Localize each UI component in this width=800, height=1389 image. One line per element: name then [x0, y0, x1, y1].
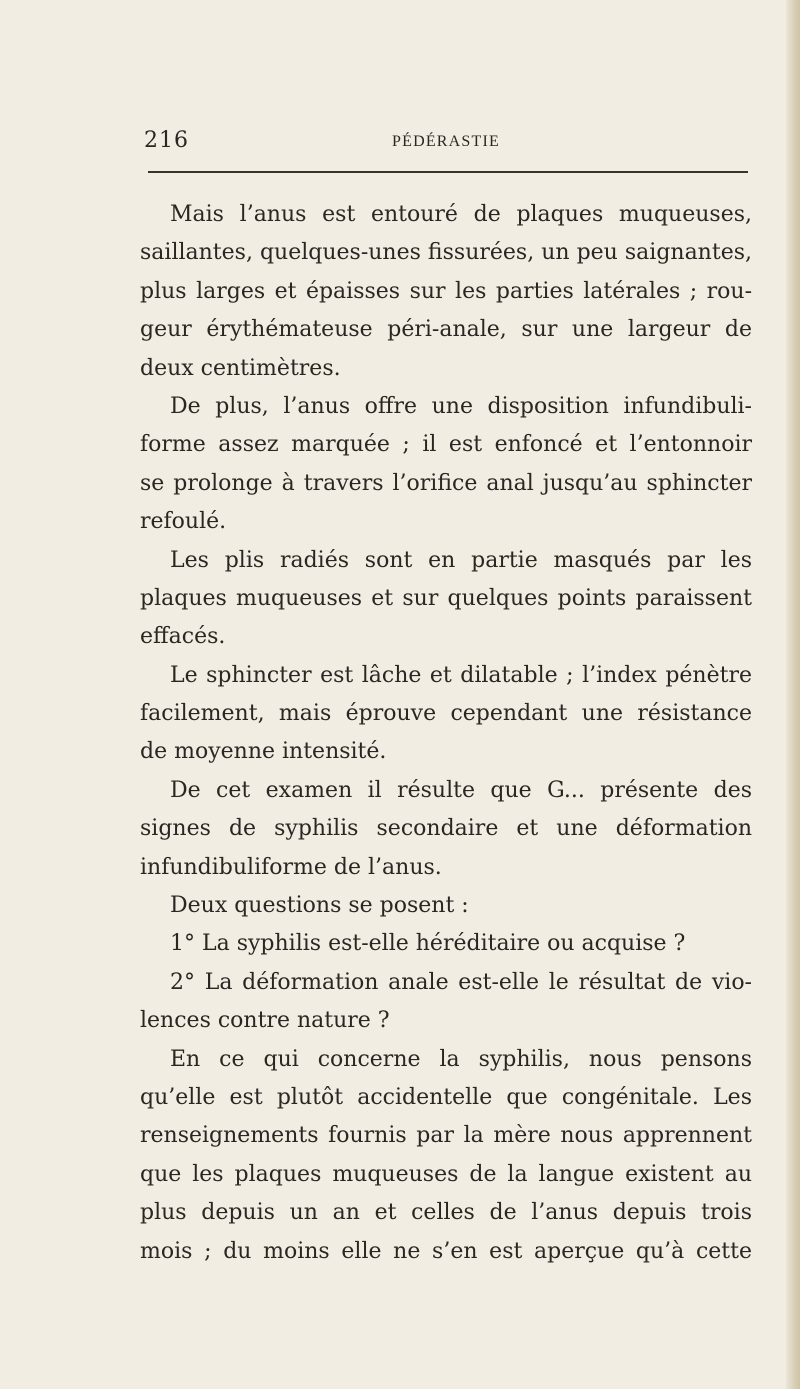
text-line: Le sphincter est lâche et dilatable ; l’index pénètre [170, 662, 752, 688]
text-line: mois ; du moins elle ne s’en est aperçue qu’à cette [140, 1238, 752, 1264]
text-line: Mais l’anus est entouré de plaques muqueuses, [170, 202, 752, 227]
book-page [140, 0, 752, 1389]
body-text [140, 196, 752, 1271]
text-line: saillantes, quelques-unes fissurées, un peu saignantes, [140, 240, 752, 266]
text-line: lences contre nature ? [140, 1008, 390, 1034]
text-line: plaques muqueuses et sur quelques points paraissent [140, 585, 752, 611]
text-line: effacés. [140, 624, 226, 650]
text-line: plus larges et épaisses sur les parties latérales ; rou- [140, 278, 752, 304]
page-number: 216 [144, 128, 189, 153]
text-line: signes de syphilis secondaire et une déformation [140, 816, 752, 842]
running-title: PÉDÉRASTIE [392, 133, 500, 150]
text-line: geur érythémateuse péri-anale, sur une largeur de [140, 317, 752, 343]
text-line: 1° La syphilis est-elle héréditaire ou acquise ? [170, 931, 686, 957]
text-line: infundibuliforme de l’anus. [140, 854, 442, 880]
text-line: se prolonge à travers l’orifice anal jusqu’au sphincter [140, 470, 752, 496]
text-line: Les plis radiés sont en partie masqués par les [170, 547, 752, 573]
header-rule [148, 171, 748, 173]
page-edge [786, 0, 800, 1389]
text-line: Deux questions se posent : [170, 893, 469, 919]
text-line: deux centimètres. [140, 355, 341, 381]
text-line: renseignements fournis par la mère nous apprennent [140, 1123, 752, 1149]
text-line: De cet examen il résulte que G... présente des [170, 777, 752, 803]
text-line: de moyenne intensité. [140, 739, 387, 765]
text-line: forme assez marquée ; il est enfoncé et l’entonnoir [140, 432, 752, 458]
text-line: De plus, l’anus offre une disposition infundibuli- [170, 393, 752, 419]
running-head [140, 128, 752, 160]
text-line: En ce qui concerne la syphilis, nous pensons [170, 1046, 752, 1072]
text-line: que les plaques muqueuses de la langue existent au [140, 1161, 752, 1187]
text-line: qu’elle est plutôt accidentelle que congénitale. Les [140, 1084, 752, 1110]
text-line: facilement, mais éprouve cependant une résistance [140, 701, 752, 727]
text-line: 2° La déformation anale est-elle le résultat de vio- [170, 969, 752, 995]
text-line: refoulé. [140, 509, 227, 535]
text-line: plus depuis un an et celles de l’anus depuis trois [140, 1200, 752, 1226]
